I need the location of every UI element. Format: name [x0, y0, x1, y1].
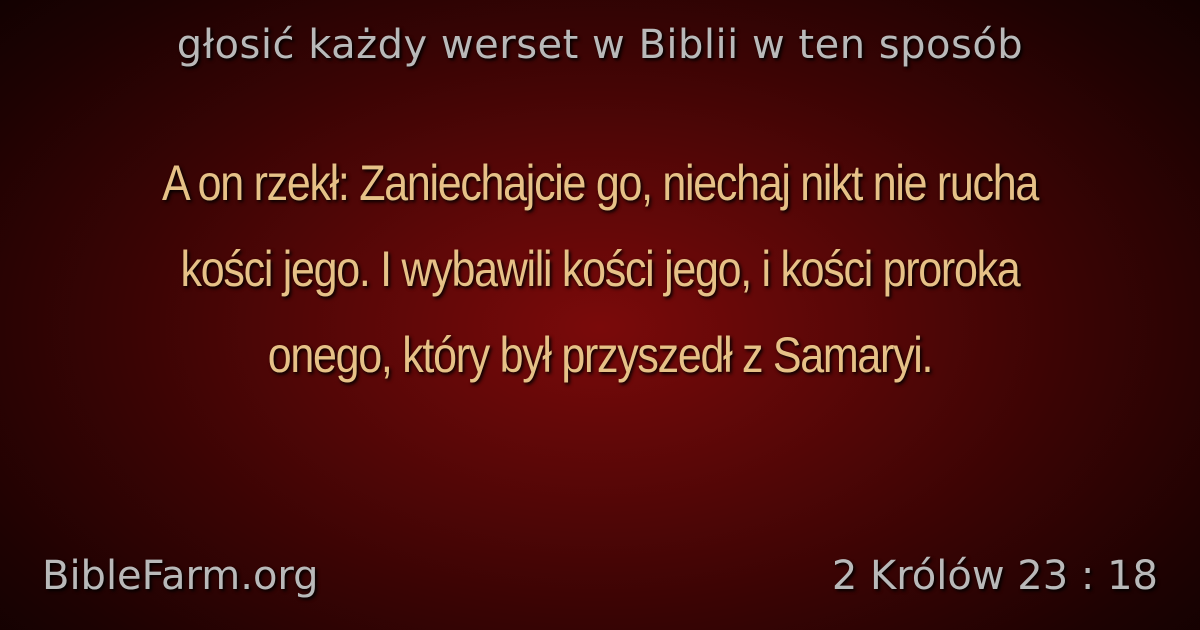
site-name: BibleFarm.org [42, 553, 319, 599]
tagline: głosić każdy werset w Biblii w ten sposób [176, 22, 1024, 68]
verse-reference: 2 Królów 23 : 18 [831, 553, 1158, 599]
verse-text: A on rzekł: Zaniechajcie go, niechaj nikt nie rucha kości jego. I wybawili kości jego, i kości proroka onego, który był przyszedł z Samaryi. [162, 155, 1038, 383]
